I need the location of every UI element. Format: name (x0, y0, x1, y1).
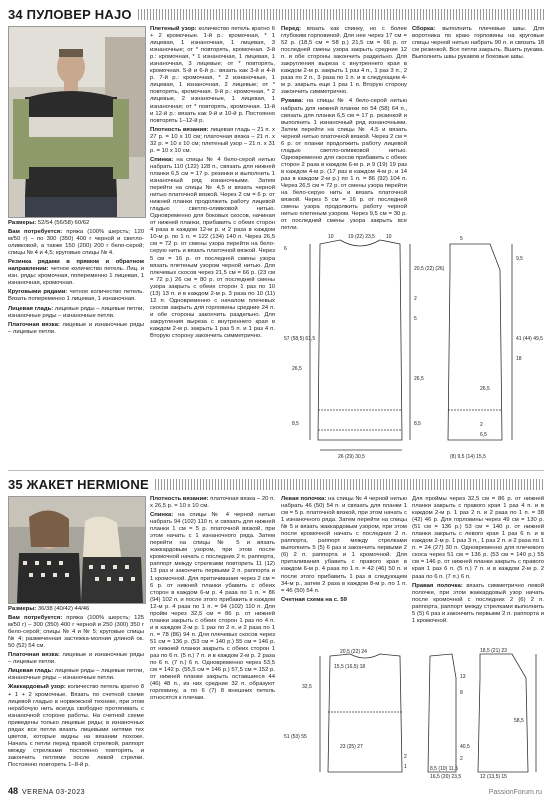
section2-title: 35 ЖАКЕТ HERMIONE (8, 476, 149, 492)
sizes-value: 52/54 (56/58) 60/62 (37, 220, 90, 226)
stockinette-label: Лицевая гладь: (8, 305, 54, 312)
section1-header (8, 6, 544, 22)
front-text: вязать как спинку, но с более глубоким горловиной. Для нее через 17 см = 52 р. (18,5 см = 58 р.) 21,5 см = 66 р. от последней смены узора закрыть средние 12 п. и обе стороны закончить раздельно. Для закругления выреза с внутреннего края в каждом 2-м р. закрыть 1 раз 4 п., 1 раз 3 п., 2 раза по 2 п., 3 раза по 1 п. и в следующем 4-м р. закрыть еще 1 раз 1 п. Вторую сторону закончить симметрично. (281, 26, 407, 96)
gauge-text: лицевая гладь – 21 п. х 27 р. = 10 х 10 см; платочная вязка – 21 п. х 32 р. = 10 х 10 см; плетеный узор – 21 п. х 31 р. = 10 х 10 см. (150, 126, 275, 154)
section2-col4 (412, 496, 544, 636)
sleeves-text-start: на спицы № 4 бело-серой нитью набрать для нижней планки по 54 (58) 64 п., связать для планки 6,5 см = 17 р. резинкой и выполнить 1 изнаночный ряд изнаночными. Затем перейти на спицы № 4,5 и вязать черной нитью платочной вязкой. Через 2 см = 6 р. от планки продолжить работу лицевой гладью светло-оливковой нитью. Одновременно для скосов прибавить с обеих сторон 2 раза в каждом 6-м р. и 9 (19) 19 раз в каждом 4-м р. (17 раз в каждом 4-м р. и 14 раз в каждом 2-м р.) по 1 п. = 86 (92) 104 п. Через 26,5 см = 72 р. от смены узора перейти на бело-серую нить и вязать платочной вязкой. Через 5 см = 16 р. от последней смены узора продолжить работу черной нитью плетеным узором. Через 9,5 см = 30 р. от последней смены узора закрыть все петли. (281, 98, 408, 232)
materials-label: Вам потребуется: (8, 229, 63, 236)
s2-stockinette-label: Лицевая гладь: (8, 668, 54, 675)
jacket-schematic (280, 648, 546, 780)
s2-purl-label: Платочная вязка: (8, 652, 60, 659)
d1-sleeve-7: 6,5 (480, 432, 487, 438)
d1-left-2: 57 (58,5) 61,5 (284, 336, 316, 342)
d1-sleeve-8: (8) 9,5 (14) 15,5 (450, 454, 486, 460)
header-rule-2 (155, 479, 544, 490)
sweater-illustration (9, 27, 145, 217)
d1-sleeve-4: 18 (516, 356, 522, 362)
purl-text: лицевые и изнаночные ряды – лицевые петли. (8, 321, 144, 335)
sweater-photo (8, 26, 146, 218)
s2-gauge-label: Плотность вязания: (150, 496, 209, 502)
s2-jacquard-label: Жаккардовый узор: (8, 684, 66, 691)
rib-round-label: Круговыми рядами: (8, 289, 68, 296)
d1-sleeve-6: 2 (480, 422, 483, 428)
page-number: 48 (8, 786, 19, 796)
d2-back-6: 2 (404, 754, 407, 760)
d1-left-1: 6 (284, 246, 287, 252)
materials-text: пряжа (100% шерсть; 120 м/50 г) – по 300 (350) 400 г черной и светло-оливковой, а также 150 (200) 200 г бело-серой; спицы № 4 и 4,5; круговые спицы № 4. (8, 229, 144, 257)
s2-left-label: Левая полочка: (281, 496, 327, 502)
d2-back-2: 15,5 (16,5) 18 (334, 664, 366, 670)
d2-front-6: 2 (460, 756, 463, 762)
section2-col2 (150, 496, 275, 778)
rib-text: четное количество петель. Лиц. и изн. ряды: кромочная, попеременно 1 лицевая, 1 изнаночная, кромочная. (8, 266, 144, 287)
d1-right-5: 8,5 (414, 421, 421, 427)
section2-col3 (281, 496, 407, 646)
jacket-photo (8, 496, 146, 604)
d2-sleeve-1: 16,5 (20) 23,5 (430, 774, 462, 780)
pattern-label: Плетеный узор: (150, 26, 197, 32)
pattern-text: количество петель кратно 6 + 2 кромочные. 1-й р.: кромочная, * 1 лицевая, 1 изнаночная, 1 лицевая, 3 изнаночные; от * повторять, кромочная. 3-й р.: кромочная, * 1 изнаночная, 1 лицевая, 1 изнаночная, 3 лицевые; от * повторять, кромочная. 5-й и 6-й р.: вязать как 3-й и 4-й р. 7-й р.: кромочная, * 2 изнаночные, 1 лицевая, 1 изнаночная, 2 лицевые; от * повторять, кромочная. 9-й р.: кромочная, * 2 лицевые, 2 изнаночные, 1 лицевая, 1 изнаночная; от * повторять, кромочная. 11-й и 12-й р.: вязать как 9-й и 10-й р. Постоянно повторять 1–12-й р. (150, 26, 275, 124)
section1-col4 (412, 26, 544, 251)
d1-top-1: 10 (328, 234, 334, 240)
d2-front-1: 18,5 (21) 23 (480, 648, 507, 654)
s2-back-text: на спицы № 4 черной нитью набрать 94 (102) 110 п. и связать для нижней планки 1 см = 5 р. платочной вязкой, при этом начать с 1 изнаночного ряда. Затем перейти на спицы № 5 и вязать жаккардовым узором, при этом после кромочной начать с последних 2 п. раппорта, раппорт между стрелками повторить 11 (12) 13 раз и закончить первыми 2 п. раппорта и 1 кромочной. Для притачивания через 2 см = 6 р. от нижней планки убавить с обеих сторон в каждом 6-м р. 4 раза по 1 п. = 86 (94) 102 п. и после этого прибавить в каждом 12-м р. 4 раза по 1 п. = 94 (102) 110 п. Для пройм через 32,5 см = 86 р. от нижней планки закрыть с обеих сторон 1 раз по 4 п. и в каждом 2-м р. 1 раз по 2 п. и 2 раза по 1 п. = 78 (86) 94 п. Для плечевых скосов через 51 см = 136 р. (53 см = 140 р.) 55 см = 146 р. от нижней планки закрыть с обеих сторон 1 раз по 6 п. (5 п.) 7 п. и в каждом 2-м р. 2 раза по 6 п. (7 п.) 6 п. Одновременно через 53,5 см = 142 р. (55,5 см = 146 р.) 57,5 см = 152 р. от нижней планки закрыть оставшиеся 44 (46) 48 п., из них средние 32 п. образуют горловину, а по 6 (7) 8 внешних петель относятся к плечам. (150, 512, 275, 702)
d1-top-2: 19 (22) 23,5 (348, 234, 375, 240)
s2-back-label: Спинка: (150, 512, 174, 519)
d1-left-3: 26,5 (292, 366, 302, 372)
section2-header (8, 476, 544, 492)
s2-left-text: на спицы № 4 черной нитью набрать 46 (50) 54 п. и связать для планки 1 см = 5 р. платочной вязкой, при этом начать с 1 изнаночного ряда. Затем перейти на спицы № 5 и вязать жаккардовым узором, при этом после кромочной начать с последних 2 п. раппорта, раппорт между стрелками выполнить 5 (5) 6 раз и закончить первыми 2 (6) 2 п. раппорта и 1 кромочной. Для приталивания убавить с правого края в каждом 6-м р. 4 раза по 1 п. = 42 (46) 50 п. и после этого прибавить 1 раз в следующем 34-м р., затем 2 раза в каждом 8-м р. по 1 п. = 46 (50) 54 п. (281, 496, 407, 594)
section1-col2 (150, 26, 275, 462)
d1-left-4: 8,5 (292, 421, 299, 427)
s2-sizes-label: Размеры: (8, 606, 37, 612)
gauge-label: Плотность вязания: (150, 126, 209, 133)
s2-sizes-value: 36/38 (40/42) 44/46 (37, 606, 90, 612)
d1-sleeve-1: 5 (460, 236, 463, 242)
section-divider (8, 470, 544, 471)
d2-sleeve-2: 8,5 (10) 11,5 (430, 766, 458, 772)
pullover-schematic (280, 230, 546, 462)
rib-label: Резинка рядами в прямом и обратном направлении: (8, 259, 144, 273)
d2-back-1: 20,5 (22) 24 (340, 649, 367, 655)
purl-label: Платочная вязка: (8, 321, 60, 328)
s2-left-cont: Для проймы через 32,5 см = 86 р. от нижней планки закрыть с правого края 1 раз 4 п. и в каждом 2-м р. 1 раз 2 п. и 2 раза по 1 п. = 38 (42) 46 р. Для горловины через 49 см = 130 р. (51 см = 136 р.) 53 см = 140 р. от нижней планки закрыть с левого края 1 раз 6 п. и в каждом 2-м р. 1 раз 3 п., 1 раз 2 п. и 2 раза по 1 п. = 24 (27) 30 п. Одновременно для плечевого скоса через 51 см = 136 р. (53 см = 140 р.) 55 см = 146 р. от нижней планки закрыть с правого края 1 раз 6 п. (5 п.) 7 п. и в каждом 2-м р. 2 раза по 6 п. (7 п.) 6 п. (412, 496, 544, 580)
sleeves-label: Рукава: (281, 98, 304, 105)
back-text: на спицы № 4 бело-серой нитью набрать 110 (122) 128 п., связать для нижней планки 6,5 см = 17 р. резинки и выполнить 1 изнаночный ряд изнаночными. Затем перейти на спицы № 4,5 и вязать черной нитью платочной вязкой. Через 2 см = 6 р. от нижней планки продолжить работу лицевой гладью светло-оливковой нитью. Одновременно для боковых скосов, начиная от нижней планки, прибавить с обеих сторон 4 раза в каждом 12-м р. и 2 раза в каждом 10-м р. по 1 п. = 122 (134) 140 п. Через 26,5 см = 72 р. от смены узора перейти на бело-серую нить и вязать платочной вязкой. Через 5 см = 16 р. от последней смены узора вязать плетеным узором черной нитью. Для плечевых скосов через 21,5 см = 66 р. (23 см = 72 р.) 26 см = 80 р. от последней смены узора закрыть с обеих сторон 1 раз по 10 (13) 13 п. и в каждом 2-м р. 3 раза по 10 (11) 12 п. Одновременно с началом плечевых скосов закрыть для горловины средние 24 п. и обе стороны закончить раздельно. Для закругления выреза с внутреннего края в каждом 2-м р. закрыть 1 раз 5 п. и 1 раз 4 п. Вторую сторону закончить симметрично. (150, 156, 276, 340)
page-footer (8, 786, 85, 796)
watermark: PassionForum.ru (488, 789, 542, 796)
s2-gauge-text: платочная вязка – 20 п. х 26,5 р. = 10 х 10 см. (150, 496, 275, 510)
s2-materials-label: Вам потребуется: (8, 615, 63, 622)
d2-front-7: 12 (13,5) 15 (480, 774, 507, 780)
s2-purl-text: лицевые и изнаночные ряды – лицевые петли. (8, 652, 144, 666)
d2-back-3: 32,5 (302, 684, 312, 690)
d2-front-2: 13 (460, 674, 466, 680)
header-rule (138, 9, 544, 20)
d1-sleeve-3: 41 (44) 49,5 (516, 336, 543, 342)
magazine-issue: VERENA 03-2023 (22, 789, 86, 796)
section1-title: 34 ПУЛОВЕР НАJO (8, 6, 132, 22)
d1-right-1: 20,5 (22) (26) (414, 266, 445, 272)
d1-top-3: 10 (386, 234, 392, 240)
d1-right-3: 5 (414, 316, 417, 322)
d1-right-4: 26,5 (414, 376, 424, 382)
front-label: Перед: (281, 26, 302, 32)
d2-front-3: 8 (460, 690, 463, 696)
sizes-label: Размеры: (8, 220, 37, 226)
section2-col1 (8, 606, 144, 778)
d1-sleeve-5: 26,5 (480, 386, 490, 392)
d2-back-7: 1 (404, 764, 407, 770)
section1-col1 (8, 220, 144, 462)
stockinette-text: лицевые ряды – лицевые петли, изнаночные ряды – изнаночные петли. (8, 305, 144, 319)
s2-right-text: вязать симметрично левой полочке, при этом жаккардовый узор начать после кромочной с последних 2 (6) 2 п. раппорта, раппорт между стрелками выполнить 5 (5) 6 раз и закончить первыми 2 п. раппорта и 1 кромочной. (412, 582, 545, 624)
s2-stockinette-text: лицевые ряды – лицевые петли, изнаночные ряды – изнаночные петли. (8, 668, 144, 682)
d2-front-4: 58,5 (514, 718, 524, 724)
d1-sleeve-2: 9,5 (516, 256, 523, 262)
d2-back-5: 23 (25) 27 (340, 744, 363, 750)
s2-materials-text: пряжа (100% шерсть; 125 м/50 г) – 300 (350) 400 г черной и 250 (300) 350 г бело-серой; спицы № 4 и № 5; круговые спицы № 4; размеченная застежка-молния длиной ок. 50 (52) 54 см. (8, 615, 144, 650)
d2-front-5: 40,5 (460, 744, 470, 750)
s2-jacquard-text: количество петель кратно 8 + 1 + 2 кромочные. Вязать по счетной схеме лицевой гладью в норвежской технике, при этом нерабочую нить всегда свободно протягивать с изнаночной стороне работы. На счетной схеме приведены только лицевые ряды; в изнаночных рядах все петли вязать лицевыми нитями тех цветов, которые видны на вязании похоже. Начать с петли перед правой стрелкой, раппорт между стрелками постоянно повторять и закончить петлями после левой стрелки. Постоянно повторять 1–8-й р. (8, 684, 145, 768)
back-label: Спинка: (150, 156, 174, 163)
jacket-illustration (9, 497, 145, 603)
rib-round-text: четное количество петель. Вязать попеременно 1 лицевая, 1 изнаночная. (8, 289, 145, 303)
s2-right-label: Правая полочка: (412, 582, 463, 589)
d1-bottom: 26 (29) 30,5 (338, 454, 365, 460)
d2-back-4: 51 (53) 55 (284, 734, 307, 740)
section1-col3 (281, 26, 408, 232)
assembly-text: выполнить плечевые швы. Для воротника по краю горловины на круговые спицы черной нитью набрать 90 п. и связать 18 см резинкой. Все петли закрыть. Вшить рукава. Выполнить швы рукавов и боковые швы. (412, 26, 544, 61)
d1-right-2: 2 (414, 296, 417, 302)
s2-scheme-label: Счетная схема на с. 59 (281, 596, 347, 603)
assembly-label: Сборка: (412, 26, 436, 32)
